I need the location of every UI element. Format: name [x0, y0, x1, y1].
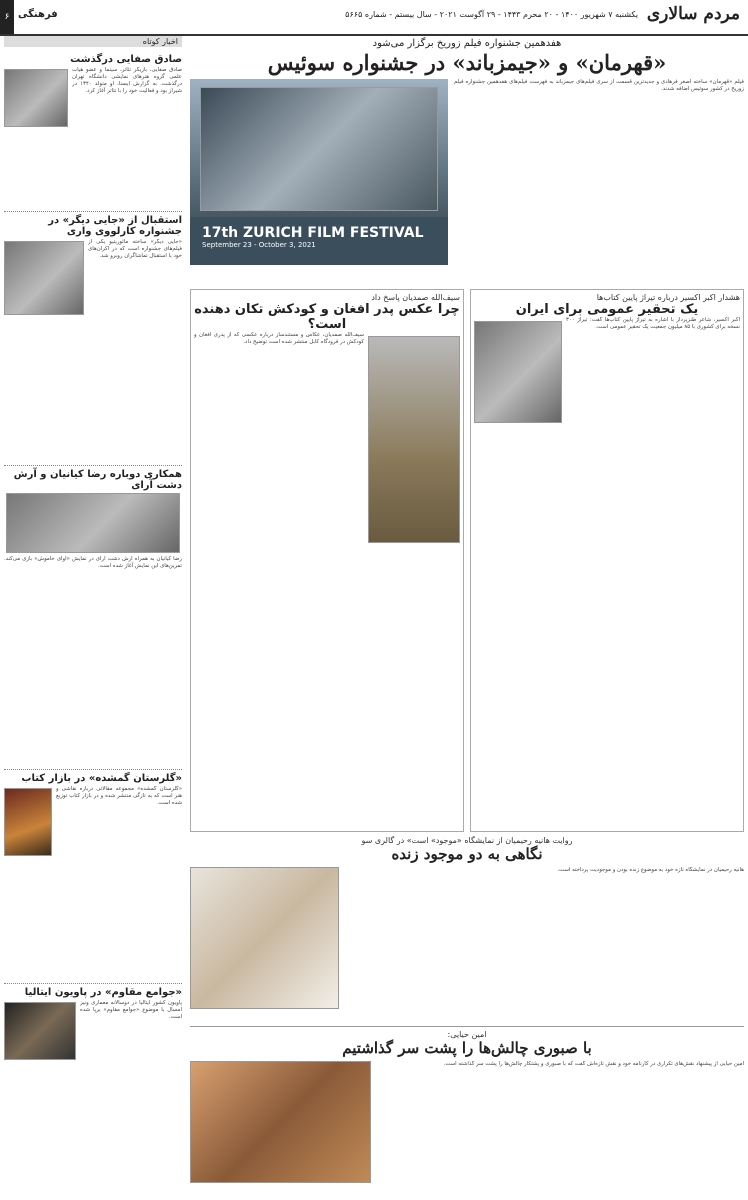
sidebar-item [4, 983, 182, 1196]
lead-text: فیلم «قهرمان» ساخته اصغر فرهادی و جدیدترین قسمت از سری فیلم‌های جیمزباند به فهرست فیلم‌های هفدهمین جشنواره فیلم زوریخ در کشور سوئیس اضافه شدند. [454, 79, 744, 92]
sidebar-item-text: پاویون کشور ایتالیا در دوسالانه معماری ونیز امسال با موضوع «جوامع مقاوم» برپا شده است. [80, 1000, 182, 1020]
newspaper-logo: مردم سالاری [646, 4, 740, 24]
sidebar-item-title: صادق صفایی درگذشت [70, 54, 182, 65]
article-kicker: هشدار اکبر اکسیر درباره تیراژ پایین کتاب‌ها [596, 293, 740, 302]
sidebar-news [4, 36, 182, 1196]
date-line: یکشنبه ۷ شهریور ۱۴۰۰ - ۲۰ محرم ۱۴۴۳ - ۲۹ آگوست ۲۰۲۱ - سال بیستم - شماره ۵۶۶۵ [345, 10, 638, 19]
gallery-article [190, 836, 744, 1026]
sidebar-item [4, 769, 182, 979]
lead-body [190, 79, 744, 269]
masthead [0, 0, 748, 36]
actors-photo [6, 493, 180, 553]
sidebar-item-text: «گلرستان گمشده» مجموعه مقالاتی درباره نقاشی و هنر است که به تازگی منتشر شده و در بازار کتاب توزیع شده است. [56, 786, 182, 806]
sidebar-item [4, 211, 182, 461]
lead-headline: «قهرمان» و «جیمزباند» در جشنواره سوئیس [267, 50, 667, 75]
sidebar-box-title: اخبار کوتاه [4, 36, 182, 47]
article-text: اکبر اکسیر، شاعر طنزپرداز با اشاره به تیراژ پایین کتاب‌ها گفت: تیراژ ۳۰۰ نسخه برای کشوری با ۸۵ میلیون جمعیت یک تحقیر عمومی است. [566, 317, 740, 330]
festival-dates: September 23 - October 3, 2021 [202, 241, 316, 249]
sidebar-item-text: رضا کیانیان به همراه آرش دشت آرای در نمایش «آوای خاموش» بازی می‌کند. تمرین‌های این نمایش آغاز شده است. [4, 556, 182, 569]
poet-portrait-photo [474, 321, 562, 423]
actor-photo [190, 1061, 371, 1183]
sidebar-item [4, 51, 182, 207]
festival-banner [190, 217, 448, 265]
sidebar-item-text: صادق صفایی، بازیگر تئاتر، سینما و عضو هیات علمی گروه هنرهای نمایشی دانشگاه تهران درگذشت. به گزارش ایسنا، او متولد ۱۳۴۰ در شیراز بود و فعالیت خود را با تئاتر آغاز کرد. [72, 67, 182, 94]
sidebar-item-text: «جایی دیگر» ساخته مائوریتیو یکی از فیلم‌های جشنواره است که در اکران‌های خود با استقبال تماشاگران روبرو شد. [88, 239, 182, 259]
festival-title: 17th ZURICH FILM FESTIVAL [202, 225, 424, 241]
bottom-article [190, 1026, 744, 1195]
portrait-photo [4, 69, 68, 127]
article-title: یک تحقیر عمومی برای ایران [515, 302, 699, 317]
sidebar-item [4, 465, 182, 765]
middle-articles [190, 289, 744, 834]
bottom-body [190, 1061, 744, 1183]
bottom-text: امین حیایی از پیشنهاد نقش‌های تکراری در کارنامه خود و نقش تازه‌اش گفت که با صبوری و پشتکار چالش‌ها را پشت سر گذاشته است. [443, 1061, 744, 1067]
section-name: فرهنگی [18, 9, 58, 20]
artwork-photo [190, 867, 339, 1009]
gallery-body [190, 867, 744, 1009]
main-column [190, 36, 744, 1196]
lead-kicker: هفدهمین جشنواره فیلم زوریخ برگزار می‌شود [372, 38, 562, 49]
film-still-photo [200, 87, 438, 211]
page-number: ۶ [0, 0, 14, 34]
gallery-text: هانیه رحیمیان در نمایشگاه تازه خود به موضوع زنده بودن و موجودیت پرداخته است. [557, 867, 744, 873]
article-text: سیف‌الله صمدیان، عکاس و مستندساز درباره عکسی که از پدری افغان و کودکش در فرودگاه کابل منتشر شده است توضیح داد. [194, 332, 364, 345]
bottom-title: با صبوری چالش‌ها را پشت سر گذاشتیم [342, 1039, 592, 1057]
lead-article [190, 38, 744, 273]
article-kicker: سیف‌الله صمدیان پاسخ داد [371, 293, 460, 302]
pavilion-photo [4, 1002, 76, 1060]
festival-poster [190, 79, 448, 265]
bottom-kicker: امین حیایی: [447, 1030, 487, 1039]
article-title: چرا عکس پدر افغان و کودکش تکان دهنده است؟ [194, 302, 460, 332]
sidebar-item-title: «جوامع مقاوم» در پاویون ایتالیا [4, 983, 182, 998]
book-cover-image [4, 788, 52, 856]
film-still-photo [4, 241, 84, 315]
sidebar-item-title: «گلرستان گمشده» در بازار کتاب [4, 769, 182, 784]
sidebar-item-title: استقبال از «جایی دیگر» در جشنواره کارلووی واری [4, 211, 182, 237]
article-afghan-photo [190, 289, 464, 832]
gallery-kicker: روایت هانیه رحیمیان از نمایشگاه «موجود» است» در گالری سو [361, 836, 573, 845]
article-book-circulation [470, 289, 744, 832]
sidebar-item-title: همکاری دوباره رضا کیانیان و آرش دشت آرای [4, 465, 182, 491]
gallery-title: نگاهی به دو موجود زنده [391, 845, 543, 863]
father-child-photo [368, 336, 460, 543]
